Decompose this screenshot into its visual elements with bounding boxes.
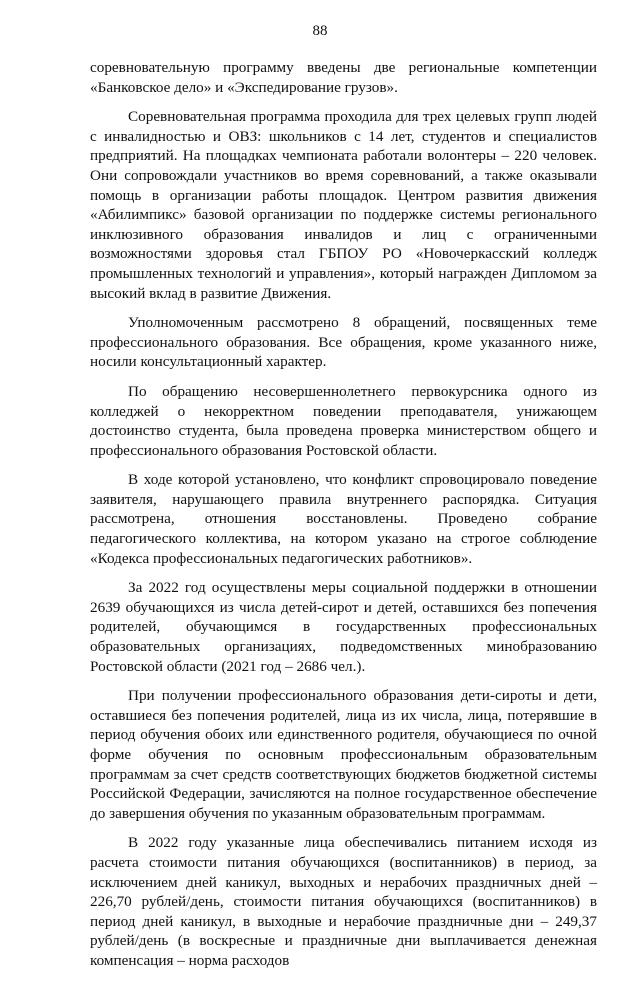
page-number: 88 <box>312 23 328 39</box>
paragraph-continuation: соревновательную программу введены две региональные компетенции «Банковское дело» и «Экспедирование грузов». <box>90 59 597 96</box>
paragraph-nutrition: В 2022 году указанные лица обеспечивались питанием исходя из расчета стоимости питания обучающихся (воспитанников) в период, за исключением дней каникул, выходных и нерабочих праздничных дней – 226,70 рублей/день, стоимости питания обучающихся (воспитанников) в период дней каникул, в выходные и нерабочие праздничные дни – 249,37 рублей/день (в воскресные и праздничные дни выплачивается денежная компенсация – норма расходов <box>90 834 597 969</box>
paragraph-inspection-result: В ходе которой установлено, что конфликт спровоцировало поведение заявителя, нарушающего правила внутреннего распорядка. Ситуация рассмотрена, отношения восстановлены. Проведено собрание педагогического коллектива, на котором указано на строгое соблюдение «Кодекса профессиональных педагогических работников». <box>90 471 597 567</box>
paragraph-social-support: За 2022 год осуществлены меры социальной поддержки в отношении 2639 обучающихся из числа детей-сирот и детей, оставшихся без попечения родителей, обучающимся в государственных профессиональных образовательных организациях, подведомственных минобразованию Ростовской области (2021 год – 2686 чел.). <box>90 579 597 675</box>
paragraph-state-provision: При получении профессионального образования дети-сироты и дети, оставшиеся без попечения родителей, лица из их числа, лица, потерявшие в период обучения обоих или единственного родителя, обучающиеся по очной форме обучения по основным профессиональным образовательным программам за счет средств соответствующих бюджетов бюджетной системы Российской Федерации, зачисляются на полное государственное обеспечение до завершения обучения по указанным образовательным программам. <box>90 687 597 822</box>
paragraph-competition-program: Соревновательная программа проходила для трех целевых групп людей с инвалидностью и ОВЗ: школьников с 14 лет, студентов и специалистов предприятий. На площадках чемпионата работали волонтеры – 220 человек. Они сопровождали участников во время соревнований, а также оказывали помощь в организации работы площадок. Центром развития движения «Абилимпикс» базовой организации по поддержке системы регионального инклюзивного образования инвалидов и лиц с ограниченными возможностями здоровья стал ГБПОУ РО «Новочеркасский колледж промышленных технологий и управления», который награжден Дипломом за высокий вклад в развитие Движения. <box>90 108 597 302</box>
paragraph-appeals-count: Уполномоченным рассмотрено 8 обращений, посвященных теме профессионального образования. Все обращения, кроме указанного ниже, носили консультационный характер. <box>90 314 597 371</box>
body-text <box>90 58 597 981</box>
paragraph-student-appeal: По обращению несовершеннолетнего первокурсника одного из колледжей о некорректном поведении преподавателя, унижающем достоинство студента, была проведена проверка министерством общего и профессионального образования Ростовской области. <box>90 382 597 459</box>
